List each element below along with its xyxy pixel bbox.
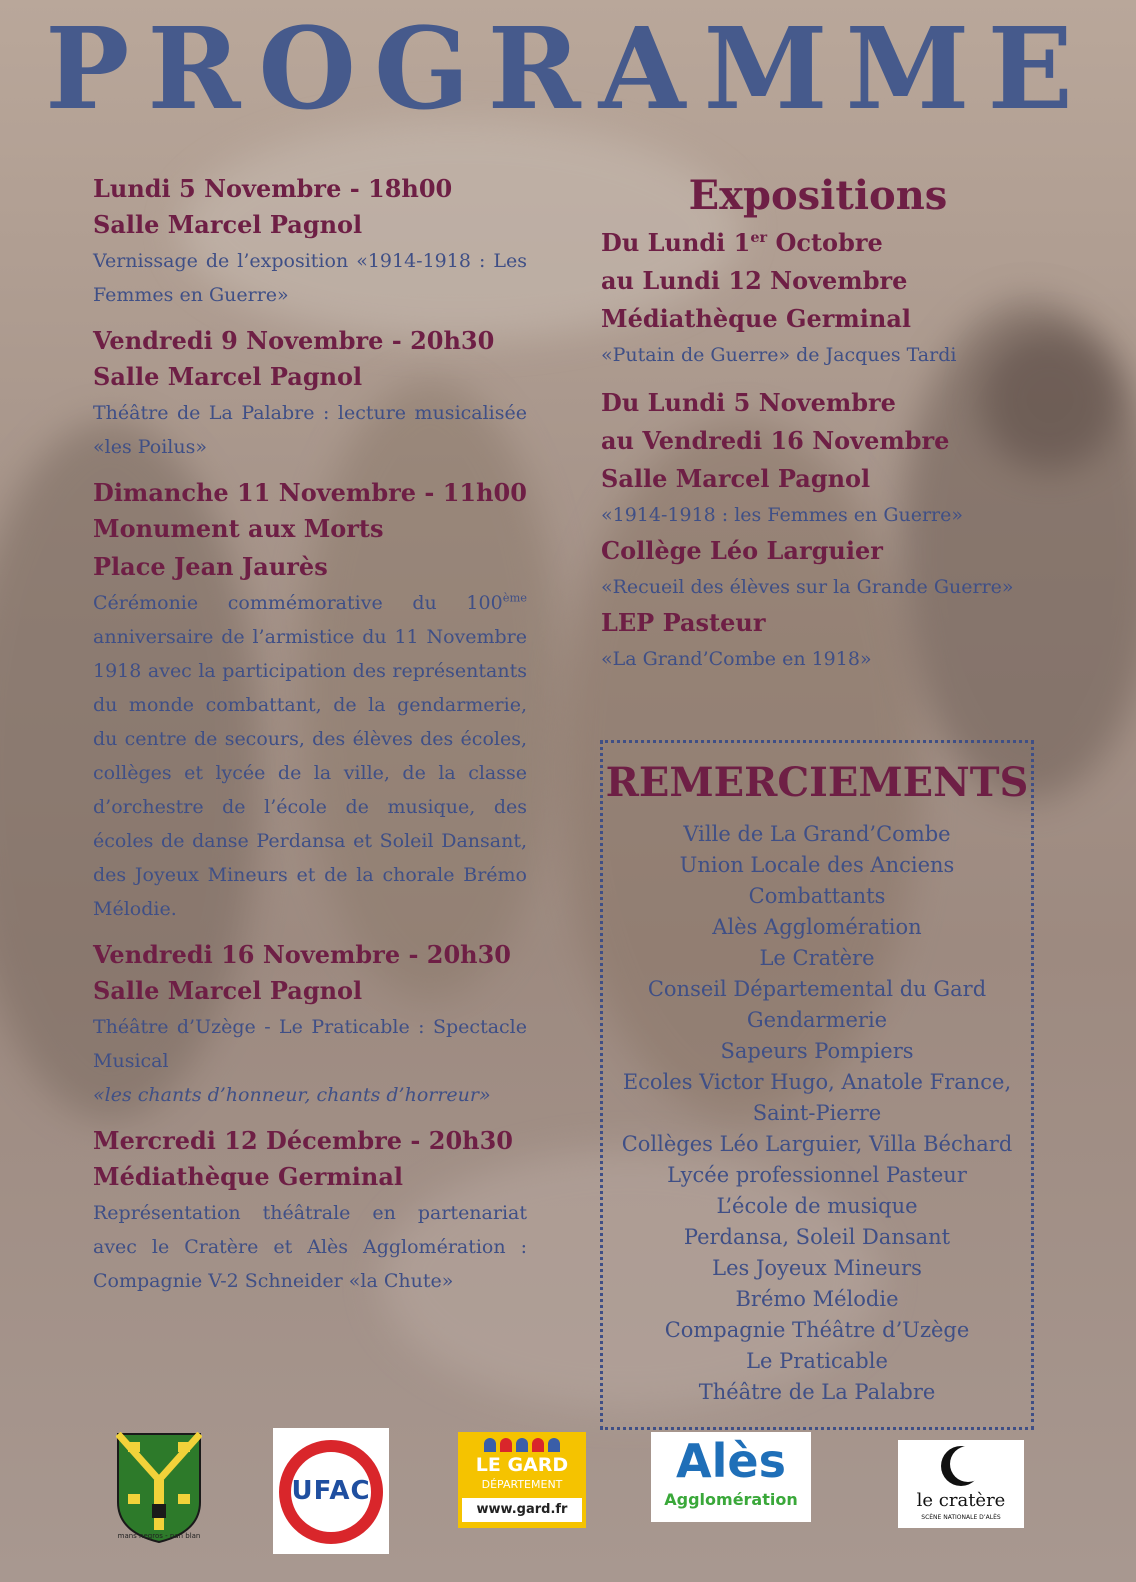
exposition-place: LEP Pasteur [601,608,766,637]
list-item: Théâtre de La Palabre [698,1380,936,1404]
event-show-title: «les chants d’honneur, chants d’horreur» [93,1084,491,1106]
event-place: Monument aux Morts [93,514,384,543]
list-item: Ecoles Victor Hugo, Anatole France, [622,1070,1012,1094]
list-item: Le Cratère [759,946,875,970]
ales-agglomeration-logo [651,1432,811,1522]
gard-icons-icon [484,1438,560,1452]
event-description: Vernissage de l’exposition «1914-1918 : Les Femmes en Guerre» [93,250,527,306]
event-place: Salle Marcel Pagnol [93,976,363,1005]
coat-of-arms-icon [116,1432,202,1544]
ufac-logo [273,1428,389,1554]
event-description: Représentation théâtrale en partenariat avec le Cratère et Alès Agglomération : Compagnie V-2 Schneider «la Chute» [93,1202,527,1292]
gard-title: LE GARD [475,1454,569,1476]
expositions-title: Expositions [688,172,948,219]
list-item: Perdansa, Soleil Dansant [683,1225,951,1249]
crescent-icon [898,1440,1024,1490]
exposition-place: Collège Léo Larguier [601,536,883,565]
event-place: Salle Marcel Pagnol [93,210,363,239]
exposition-date: Du Lundi 1er Octobre [601,228,883,257]
partner-logos [0,1434,1136,1568]
event-description: Théâtre de La Palabre : lecture musicalisée «les Poilus» [93,402,527,458]
ufac-text: UFAC [291,1476,371,1506]
list-item: Les Joyeux Mineurs [712,1256,922,1280]
event-place: Place Jean Jaurès [93,552,328,581]
exposition-date: Du Lundi 5 Novembre [601,388,896,417]
expositions-column [601,172,1035,688]
exposition-3 [601,532,1035,604]
event-1 [93,172,527,312]
exposition-place: Médiathèque Germinal [601,304,911,333]
events-column [93,172,527,1310]
event-description: Cérémonie commémorative du 100ème anniversaire de l’armistice du 11 Novembre 1918 avec la participation des représentants du monde combattant, de la gendarmerie, du centre de secours, des élèves des écoles, collèges et lycée de la ville, de la classe d’orchestre de l’école de musique, des écoles de danse Perdansa et Soleil Dansant, des Joyeux Mineurs et de la chorale Brémo Mélodie. [93,590,527,920]
list-item: Union Locale des Anciens [679,853,955,877]
event-date: Vendredi 9 Novembre - 20h30 [93,326,495,355]
list-item: Lycée professionnel Pasteur [667,1163,967,1187]
event-date: Dimanche 11 Novembre - 11h00 [93,478,527,507]
event-4 [93,938,527,1112]
list-item: Conseil Départemental du Gard [647,977,987,1001]
exposition-place: Salle Marcel Pagnol [601,464,871,493]
city-coat-of-arms-logo [116,1432,202,1544]
list-item: Sapeurs Pompiers [720,1039,914,1063]
exposition-description: «1914-1918 : les Femmes en Guerre» [601,504,964,526]
remerciements-list [603,819,1031,1408]
list-item: Compagnie Théâtre d’Uzège [664,1318,970,1342]
list-item: Saint-Pierre [752,1101,882,1125]
cratere-logo [898,1440,1024,1528]
event-3 [93,476,527,926]
event-description: Théâtre d’Uzège - Le Praticable : Spectacle Musical [93,1016,527,1072]
list-item: Brémo Mélodie [735,1287,899,1311]
list-item: Gendarmerie [746,1008,888,1032]
cratere-subtitle: SCÈNE NATIONALE D’ALÈS [921,1514,1001,1521]
exposition-description: «La Grand’Combe en 1918» [601,648,872,670]
cratere-name: le cratère [916,1490,1006,1511]
city-motto: mans negros - pan blan [117,1532,201,1540]
event-date: Lundi 5 Novembre - 18h00 [93,174,453,203]
remerciements-box [600,740,1034,1430]
exposition-date: au Vendredi 16 Novembre [601,426,950,455]
event-place: Salle Marcel Pagnol [93,362,363,391]
list-item: L’école de musique [716,1194,918,1218]
list-item: Collèges Léo Larguier, Villa Béchard [621,1132,1013,1156]
exposition-date: au Lundi 12 Novembre [601,266,908,295]
ales-sub-text: Agglomération [664,1490,798,1509]
list-item: Le Praticable [746,1349,888,1373]
exposition-1 [601,224,1035,372]
event-date: Vendredi 16 Novembre - 20h30 [93,940,512,969]
remerciements-title: REMERCIEMENTS [605,759,1029,806]
page-title: PROGRAMME [45,4,1091,135]
list-item: Combattants [748,884,886,908]
event-place: Médiathèque Germinal [93,1162,403,1191]
event-2 [93,324,527,464]
gard-logo [458,1432,586,1528]
exposition-4 [601,604,1035,676]
event-date: Mercredi 12 Décembre - 20h30 [93,1126,513,1155]
exposition-description: «Putain de Guerre» de Jacques Tardi [601,344,957,366]
gard-subtitle: DÉPARTEMENT [481,1478,563,1491]
gard-url: www.gard.fr [462,1498,582,1522]
list-item: Alès Agglomération [712,915,922,939]
list-item: Ville de La Grand’Combe [683,822,951,846]
exposition-description: «Recueil des élèves sur la Grande Guerre» [601,576,1014,598]
ales-main-text: Alès [676,1434,786,1488]
exposition-2 [601,384,1035,532]
event-5 [93,1124,527,1298]
